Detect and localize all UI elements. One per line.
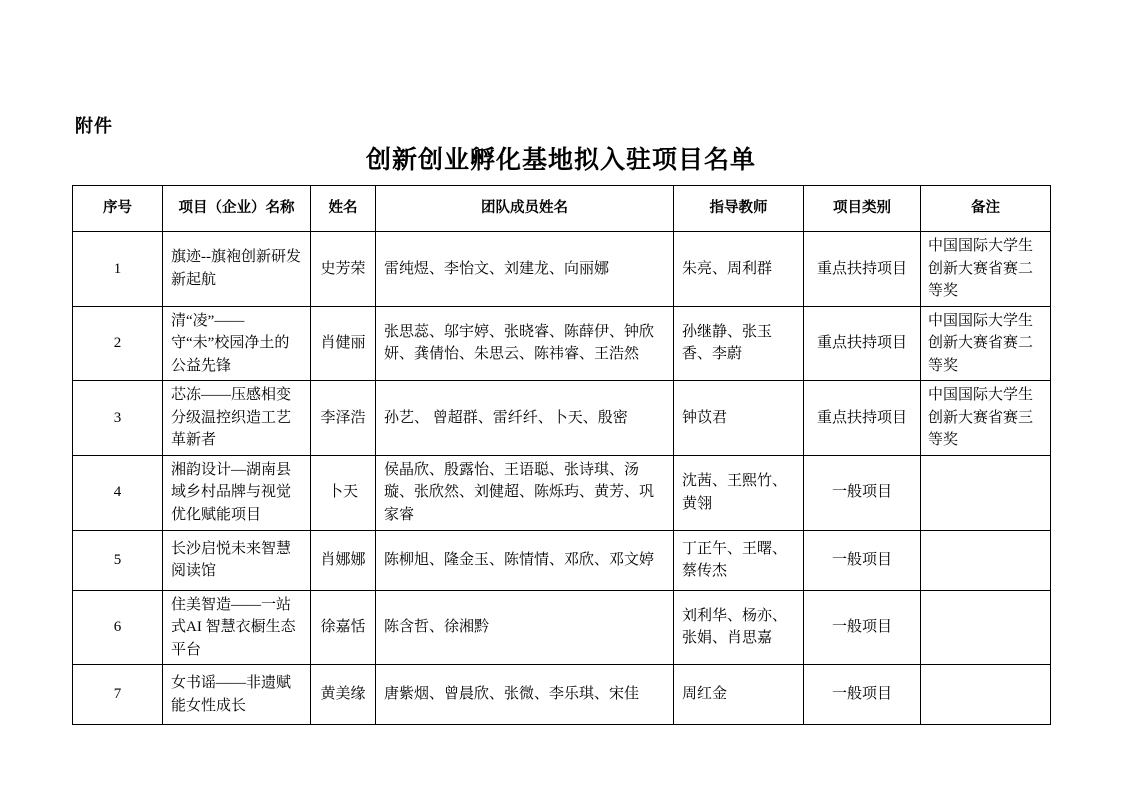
cell-team-members: 张思蕊、邬宇婷、张晓睿、陈薛伊、钟欣妍、龚倩怡、朱思云、陈祎睿、王浩然 — [376, 306, 674, 381]
cell-project-name: 住美智造——一站式AI 智慧衣橱生态平台 — [163, 590, 311, 665]
table-row — [73, 306, 1051, 381]
table-row — [73, 232, 1051, 307]
header-leader-name: 姓名 — [311, 186, 376, 232]
cell-remark — [921, 665, 1051, 725]
cell-category: 一般项目 — [804, 590, 921, 665]
cell-team-members: 陈含哲、徐湘黔 — [376, 590, 674, 665]
header-index: 序号 — [73, 186, 163, 232]
cell-project-name: 长沙启悦未来智慧阅读馆 — [163, 530, 311, 590]
cell-team-members: 孙艺、 曾超群、雷纤纤、卜天、殷密 — [376, 381, 674, 456]
table-header-row — [73, 186, 1051, 232]
page-title: 创新创业孵化基地拟入驻项目名单 — [365, 146, 756, 174]
cell-advisors: 周红金 — [674, 665, 804, 725]
cell-team-members: 陈柳旭、隆金玉、陈情情、邓欣、邓文婷 — [376, 530, 674, 590]
table-row — [73, 530, 1051, 590]
cell-leader-name: 史芳荣 — [311, 232, 376, 307]
cell-project-name: 清“凌”——守“未”校园净土的公益先锋 — [163, 306, 311, 381]
cell-remark — [921, 530, 1051, 590]
cell-category: 一般项目 — [804, 665, 921, 725]
header-category: 项目类别 — [804, 186, 921, 232]
cell-leader-name: 徐嘉恬 — [311, 590, 376, 665]
cell-index: 1 — [73, 232, 163, 307]
cell-project-name: 旗迹--旗袍创新研发新起航 — [163, 232, 311, 307]
cell-index: 2 — [73, 306, 163, 381]
header-remark: 备注 — [921, 186, 1051, 232]
cell-index: 7 — [73, 665, 163, 725]
cell-team-members: 侯晶欣、殷露怡、王语聪、张诗琪、汤璇、张欣然、刘健超、陈烁玙、黄芳、巩家睿 — [376, 455, 674, 530]
cell-remark — [921, 455, 1051, 530]
cell-advisors: 沈茜、王熙竹、黄翎 — [674, 455, 804, 530]
attachment-label: 附件 — [75, 116, 113, 136]
cell-leader-name: 肖娜娜 — [311, 530, 376, 590]
cell-project-name: 湘韵设计—湖南县域乡村品牌与视觉优化赋能项目 — [163, 455, 311, 530]
table-row — [73, 665, 1051, 725]
table-row — [73, 590, 1051, 665]
header-advisors: 指导教师 — [674, 186, 804, 232]
cell-category: 重点扶持项目 — [804, 381, 921, 456]
header-team-members: 团队成员姓名 — [376, 186, 674, 232]
cell-index: 6 — [73, 590, 163, 665]
cell-remark: 中国国际大学生创新大赛省赛二等奖 — [921, 232, 1051, 307]
cell-remark: 中国国际大学生创新大赛省赛二等奖 — [921, 306, 1051, 381]
table-row — [73, 455, 1051, 530]
cell-leader-name: 黄美缘 — [311, 665, 376, 725]
cell-project-name: 芯冻——压感相变分级温控织造工艺革新者 — [163, 381, 311, 456]
cell-advisors: 刘利华、杨亦、张娟、肖思嘉 — [674, 590, 804, 665]
cell-index: 3 — [73, 381, 163, 456]
cell-category: 一般项目 — [804, 530, 921, 590]
cell-advisors: 钟苡君 — [674, 381, 804, 456]
cell-advisors: 朱亮、周利群 — [674, 232, 804, 307]
cell-leader-name: 卜天 — [311, 455, 376, 530]
cell-index: 4 — [73, 455, 163, 530]
cell-category: 重点扶持项目 — [804, 306, 921, 381]
cell-category: 一般项目 — [804, 455, 921, 530]
cell-advisors: 孙继静、张玉香、李蔚 — [674, 306, 804, 381]
table-row — [73, 381, 1051, 456]
cell-project-name: 女书谣——非遗赋能女性成长 — [163, 665, 311, 725]
cell-team-members: 唐紫烟、曾晨欣、张微、李乐琪、宋佳 — [376, 665, 674, 725]
cell-remark: 中国国际大学生创新大赛省赛三等奖 — [921, 381, 1051, 456]
project-roster-table — [72, 185, 1051, 725]
cell-team-members: 雷纯煜、李怡文、刘建龙、向丽娜 — [376, 232, 674, 307]
cell-category: 重点扶持项目 — [804, 232, 921, 307]
cell-index: 5 — [73, 530, 163, 590]
cell-leader-name: 肖健丽 — [311, 306, 376, 381]
cell-remark — [921, 590, 1051, 665]
cell-advisors: 丁正午、王曙、蔡传杰 — [674, 530, 804, 590]
header-project-name: 项目（企业）名称 — [163, 186, 311, 232]
cell-leader-name: 李泽浩 — [311, 381, 376, 456]
